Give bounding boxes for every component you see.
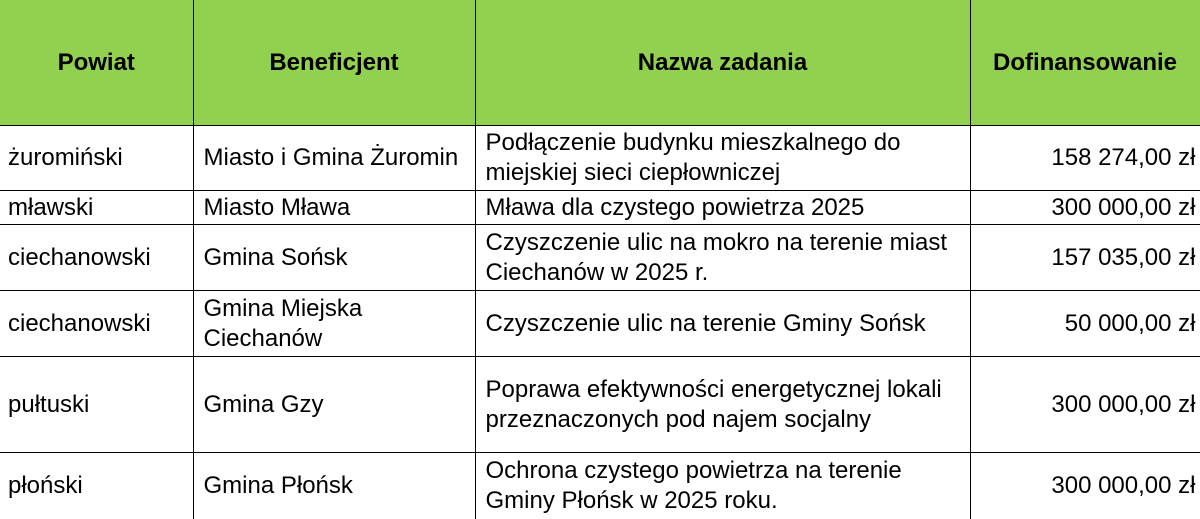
cell-dofinansowanie: 157 035,00 zł <box>970 225 1200 291</box>
cell-dofinansowanie: 300 000,00 zł <box>970 357 1200 453</box>
cell-powiat: ciechanowski <box>0 291 193 357</box>
cell-beneficjent: Gmina Płońsk <box>193 453 475 519</box>
cell-powiat: żuromiński <box>0 126 193 191</box>
header-nazwa-zadania: Nazwa zadania <box>475 0 970 126</box>
header-powiat: Powiat <box>0 0 193 126</box>
cell-dofinansowanie: 50 000,00 zł <box>970 291 1200 357</box>
table-row <box>0 357 1200 453</box>
table-row <box>0 191 1200 225</box>
cell-powiat: mławski <box>0 191 193 225</box>
table-row <box>0 453 1200 519</box>
cell-nazwa-zadania: Czyszczenie ulic na terenie Gminy Sońsk <box>475 291 970 357</box>
table-row <box>0 126 1200 191</box>
cell-powiat: ciechanowski <box>0 225 193 291</box>
table-row <box>0 225 1200 291</box>
cell-powiat: pułtuski <box>0 357 193 453</box>
cell-beneficjent: Gmina Sońsk <box>193 225 475 291</box>
table-row <box>0 291 1200 357</box>
cell-dofinansowanie: 300 000,00 zł <box>970 453 1200 519</box>
cell-nazwa-zadania: Poprawa efektywności energetycznej lokali przeznaczonych pod najem socjalny <box>475 357 970 453</box>
cell-nazwa-zadania: Mława dla czystego powietrza 2025 <box>475 191 970 225</box>
cell-nazwa-zadania: Czyszczenie ulic na mokro na terenie miast Ciechanów w 2025 r. <box>475 225 970 291</box>
header-row <box>0 0 1200 126</box>
cell-dofinansowanie: 158 274,00 zł <box>970 126 1200 191</box>
cell-beneficjent: Gmina Gzy <box>193 357 475 453</box>
header-beneficjent: Beneficjent <box>193 0 475 126</box>
cell-beneficjent: Gmina Miejska Ciechanów <box>193 291 475 357</box>
cell-nazwa-zadania: Ochrona czystego powietrza na terenie Gminy Płońsk w 2025 roku. <box>475 453 970 519</box>
header-dofinansowanie: Dofinansowanie <box>970 0 1200 126</box>
cell-nazwa-zadania: Podłączenie budynku mieszkalnego do miejskiej sieci ciepłowniczej <box>475 126 970 191</box>
cell-dofinansowanie: 300 000,00 zł <box>970 191 1200 225</box>
cell-powiat: płoński <box>0 453 193 519</box>
cell-beneficjent: Miasto i Gmina Żuromin <box>193 126 475 191</box>
cell-beneficjent: Miasto Mława <box>193 191 475 225</box>
